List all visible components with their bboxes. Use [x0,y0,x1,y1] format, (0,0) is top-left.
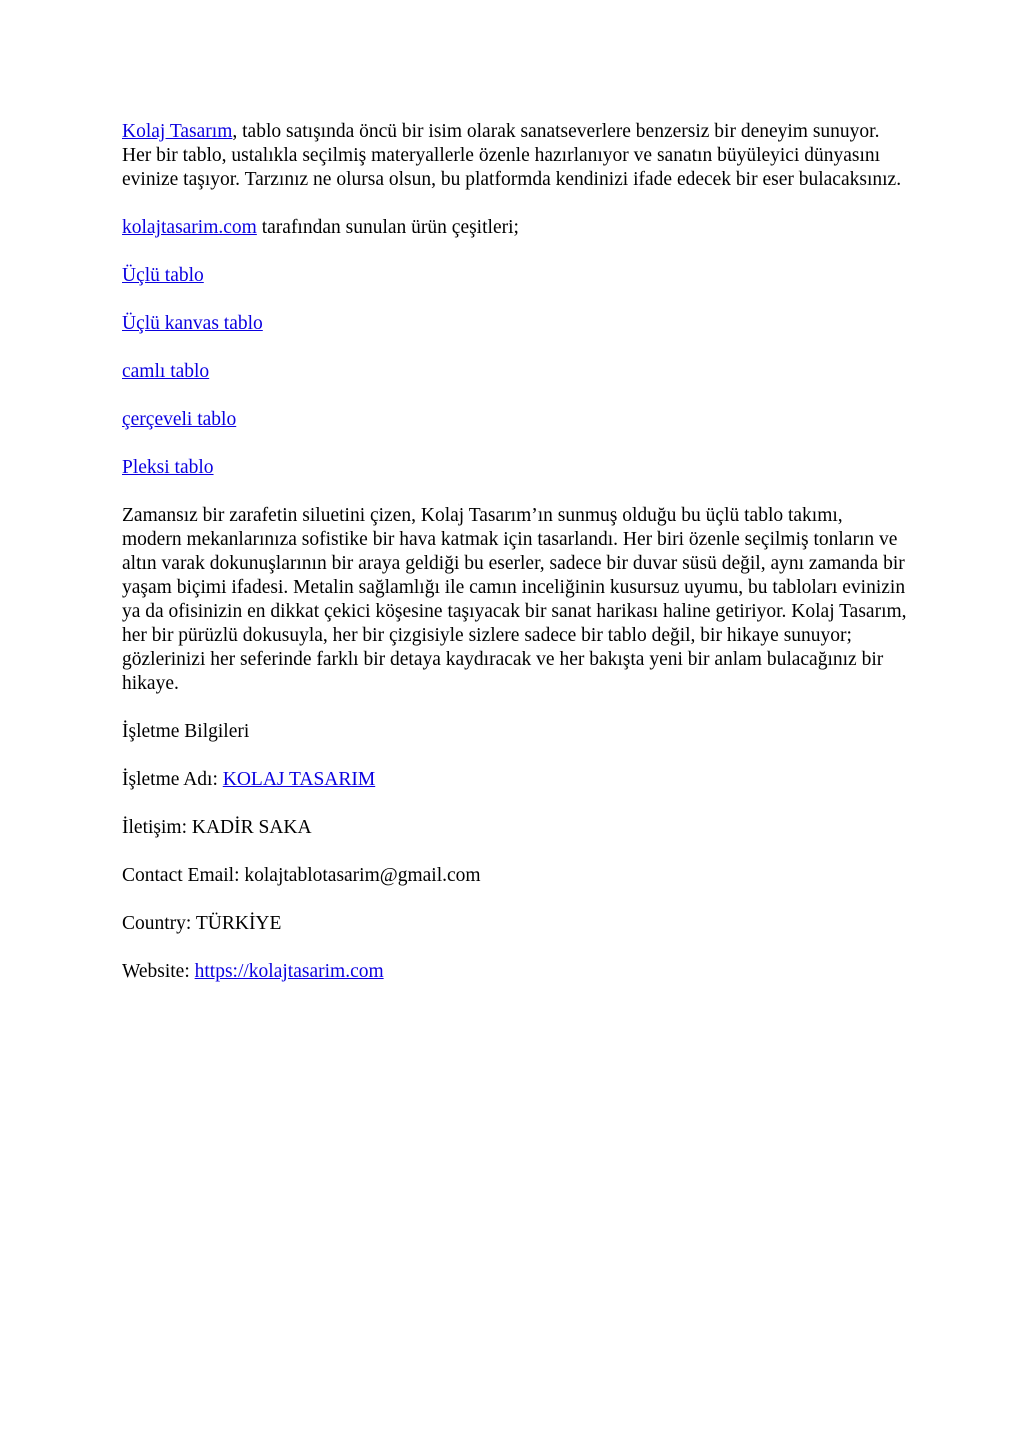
products-intro-paragraph [122,216,907,240]
products-intro-text: tarafından sunulan ürün çeşitleri; [256,217,519,238]
product-link-uclu-kanvas-tablo[interactable]: Üçlü kanvas tablo [122,313,263,334]
product-link-camli-tablo[interactable]: camlı tablo [122,361,210,382]
contact-line: İletişim: KADİR SAKA [122,817,312,838]
product-link-cerceveli-tablo[interactable]: çerçeveli tablo [122,409,237,430]
product-item [122,456,907,480]
description-paragraph: Zamansız bir zarafetin siluetini çizen, Kolaj Tasarım’ın sunmuş olduğu bu üçlü tablo takımı, modern mekanlarınıza sofistike bir hava katmak için tasarlandı. Her biri özenle seçilmiş tonların ve altın varak dokunuşlarının bir araya geldiği bu eserler, sadece bir duvar süsü değil, aynı zamanda bir yaşam biçimi ifadesi. Metalin sağlamlığı ile camın inceliğinin kusursuz uyumu, bu tabloları evinizin ya da ofisinizin en dikkat çekici köşesine taşıyacak bir sanat harikası haline getiriyor. Kolaj Tasarım, her bir pürüzlü dokusuyla, her bir çizgisiyle sizlere sadece bir tablo değil, bir hikaye sunuyor; gözlerinizi her seferinde farklı bir detaya kaydıracak ve her bakışta yeni bir anlam bulacağınız bir hikaye. [122,505,907,694]
product-item [122,264,907,288]
business-name-link[interactable]: KOLAJ TASARIM [222,769,376,790]
website-line [122,960,907,984]
website-label: Website: [122,961,195,982]
product-item [122,360,907,384]
kolaj-tasarim-link[interactable]: Kolaj Tasarım [122,121,233,142]
kolajtasarim-com-link[interactable]: kolajtasarim.com [122,217,257,238]
product-link-pleksi-tablo[interactable]: Pleksi tablo [122,457,214,478]
business-name-label: İşletme Adı: [122,769,223,790]
product-item [122,408,907,432]
email-line: Contact Email: kolajtablotasarim@gmail.com [122,865,481,886]
business-heading: İşletme Bilgileri [122,721,250,742]
business-name-line [122,768,907,792]
intro-text: , tablo satışında öncü bir isim olarak sanatseverlere benzersiz bir deneyim sunuyor. Her bir tablo, ustalıkla seçilmiş materyallerle özenle hazırlanıyor ve sanatın büyüleyici dünyasını evinize taşıyor. Tarzınız ne olursa olsun, bu platformda kendinizi ifade edecek bir eser bulacaksınız. [122,121,902,190]
intro-paragraph [122,120,907,192]
product-link-uclu-tablo[interactable]: Üçlü tablo [122,265,204,286]
product-item [122,312,907,336]
document-page [122,120,907,1008]
country-line: Country: TÜRKİYE [122,913,282,934]
website-link[interactable]: https://kolajtasarim.com [194,961,384,982]
